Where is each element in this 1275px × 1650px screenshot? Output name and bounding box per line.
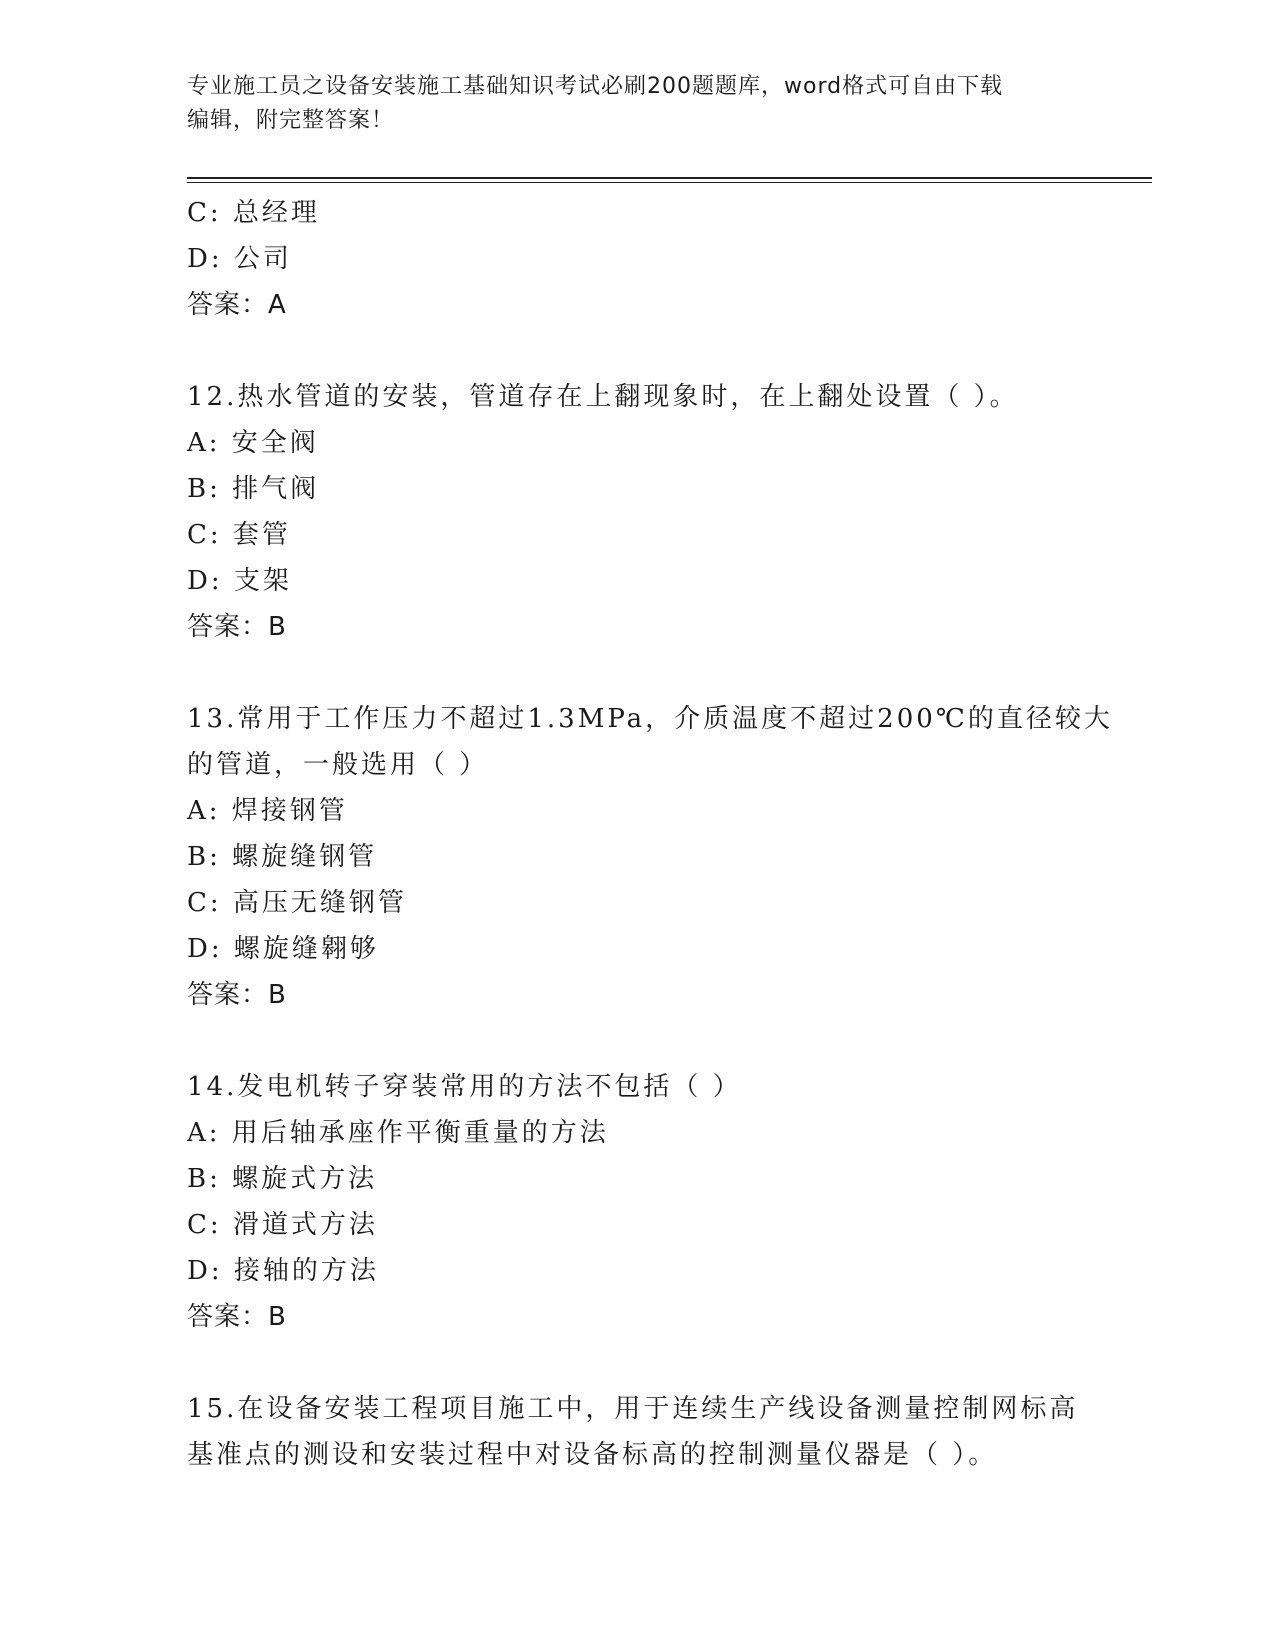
page-header <box>187 70 1087 138</box>
question-stem-line-1: 15.在设备安装工程项目施工中，用于连续生产线设备测量控制网标高 <box>187 1394 1079 1424</box>
question-11 <box>187 190 1087 328</box>
option-d: D: 接轴的方法 <box>187 1256 379 1286</box>
question-content <box>187 190 1113 1478</box>
option-a: A: 焊接钢管 <box>187 796 348 826</box>
spacer <box>187 1018 1087 1064</box>
answer: 答案：A <box>187 290 287 320</box>
option-b: B: 螺旋缝钢管 <box>187 842 378 872</box>
question-stem-line-2: 的管道，一般选用（ ） <box>187 750 489 780</box>
header-line-2: 编辑，附完整答案！ <box>187 108 395 133</box>
header-rule-thick <box>187 177 1152 179</box>
question-stem: 14.发电机转子穿装常用的方法不包括（ ） <box>187 1072 742 1102</box>
question-13 <box>187 696 1113 1018</box>
question-14 <box>187 1064 1087 1340</box>
option-d: D: 支架 <box>187 566 292 596</box>
option-a: A: 安全阀 <box>187 428 319 458</box>
option-b: B: 螺旋式方法 <box>187 1164 378 1194</box>
answer: 答案：B <box>187 1302 287 1332</box>
answer: 答案：B <box>187 612 287 642</box>
question-12 <box>187 374 1087 650</box>
question-stem-line-2: 基准点的测设和安装过程中对设备标高的控制测量仪器是（ ）。 <box>187 1440 998 1470</box>
option-c: C: 总经理 <box>187 198 320 228</box>
option-c: C: 滑道式方法 <box>187 1210 378 1240</box>
header-rule-thin <box>187 182 1152 183</box>
question-stem: 12.热水管道的安装，管道存在上翻现象时，在上翻处设置（ ）。 <box>187 382 1019 412</box>
question-15 <box>187 1386 1087 1478</box>
option-d: D: 公司 <box>187 244 292 274</box>
spacer <box>187 650 1087 696</box>
option-c: C: 套管 <box>187 520 291 550</box>
option-d: D: 螺旋缝翱够 <box>187 934 379 964</box>
option-a: A: 用后轴承座作平衡重量的方法 <box>187 1118 609 1148</box>
spacer <box>187 1340 1087 1386</box>
option-b: B: 排气阀 <box>187 474 320 504</box>
answer: 答案：B <box>187 980 287 1010</box>
option-c: C: 高压无缝钢管 <box>187 888 407 918</box>
header-line-1: 专业施工员之设备安装施工基础知识考试必刷200题题库，word格式可自由下载 <box>187 74 1004 99</box>
question-stem-line-1: 13.常用于工作压力不超过1.3MPa，介质温度不超过200℃的直径较大 <box>187 704 1113 734</box>
spacer <box>187 328 1087 374</box>
